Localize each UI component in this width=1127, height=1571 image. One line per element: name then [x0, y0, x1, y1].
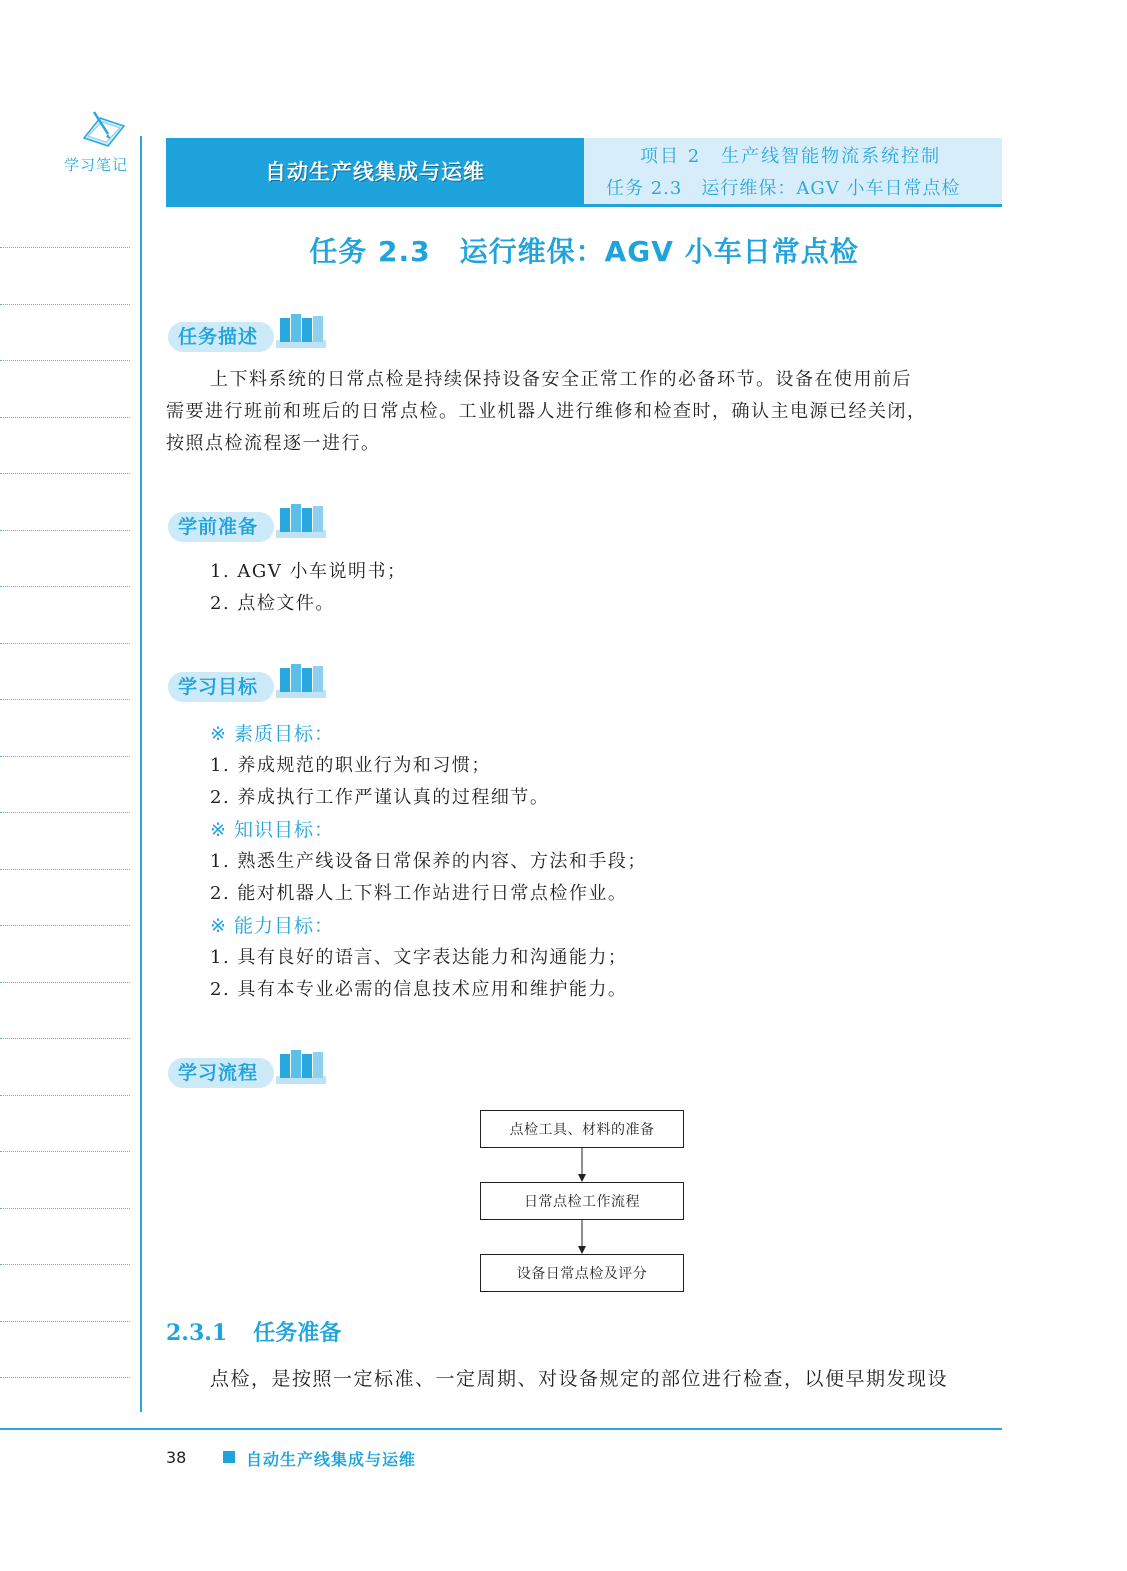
section-heading-process — [166, 1046, 336, 1088]
section-label: 学习流程 — [178, 1062, 259, 1084]
books-icon — [272, 660, 330, 700]
list-item: 2. 能对机器人上下料工作站进行日常点检作业。 — [210, 883, 628, 904]
process-flowchart — [480, 1108, 686, 1294]
flow-step-2: 日常点检工作流程 — [480, 1182, 684, 1220]
preparation-list — [210, 556, 407, 620]
list-item: 2. 养成执行工作严谨认真的过程细节。 — [210, 787, 550, 808]
books-icon — [272, 1046, 330, 1086]
notes-ruled-lines — [0, 0, 132, 1571]
paragraph-line: 按照点检流程逐一进行。 — [166, 433, 381, 454]
list-item: 2. 具有本专业必需的信息技术应用和维护能力。 — [210, 979, 628, 1000]
header-book-title-band — [166, 138, 584, 204]
page-title: 任务 2.3 运行维保：AGV 小车日常点检 — [309, 235, 859, 268]
paragraph-line: 需要进行班前和班后的日常点检。工业机器人进行维修和检查时，确认主电源已经关闭， — [166, 401, 927, 422]
list-item: 2. 点检文件。 — [210, 593, 335, 614]
section-heading-preparation — [166, 500, 336, 542]
flow-step-1: 点检工具、材料的准备 — [480, 1110, 684, 1148]
page-number: 38 — [166, 1448, 187, 1467]
notes-label: 学习笔记 — [64, 156, 129, 174]
description-paragraph — [166, 364, 1002, 460]
quality-goal-heading: ※ 素质目标： — [210, 723, 334, 745]
objectives-list — [210, 718, 647, 1006]
books-icon — [272, 310, 330, 350]
header-project-line: 项目 2 生产线智能物流系统控制 — [640, 146, 942, 167]
footer-square-icon — [223, 1451, 235, 1463]
header-book-title: 自动生产线集成与运维 — [265, 160, 485, 184]
knowledge-goal-heading: ※ 知识目标： — [210, 819, 334, 841]
list-item: 1. AGV 小车说明书； — [210, 561, 407, 582]
notes-margin-line — [140, 136, 142, 1412]
section-label: 学前准备 — [178, 516, 259, 538]
body-text: 点检，是按照一定标准、一定周期、对设备规定的部位进行检查，以便早期发现设 — [210, 1368, 949, 1390]
list-item: 1. 熟悉生产线设备日常保养的内容、方法和手段； — [210, 851, 647, 872]
subsection-title: 任务准备 — [253, 1320, 342, 1346]
section-heading-description — [166, 310, 336, 352]
ability-goal-heading: ※ 能力目标： — [210, 915, 334, 937]
books-icon — [272, 500, 330, 540]
header-rule — [166, 204, 1002, 207]
subsection-number: 2.3.1 — [166, 1320, 228, 1346]
list-item: 1. 具有良好的语言、文字表达能力和沟通能力； — [210, 947, 628, 968]
flow-step-3: 设备日常点检及评分 — [480, 1254, 684, 1292]
footer-rule — [0, 1428, 1002, 1430]
paragraph-line: 上下料系统的日常点检是持续保持设备安全正常工作的必备环节。设备在使用前后 — [210, 369, 912, 390]
header-chapter-band — [584, 138, 1002, 204]
section-heading-objectives — [166, 660, 336, 702]
footer-book-title: 自动生产线集成与运维 — [246, 1450, 417, 1469]
subsection-heading — [166, 1316, 341, 1347]
section-label: 任务描述 — [178, 326, 259, 348]
section-label: 学习目标 — [178, 676, 259, 698]
list-item: 1. 养成规范的职业行为和习惯； — [210, 755, 491, 776]
header-task-line: 任务 2.3 运行维保：AGV 小车日常点检 — [606, 178, 961, 199]
